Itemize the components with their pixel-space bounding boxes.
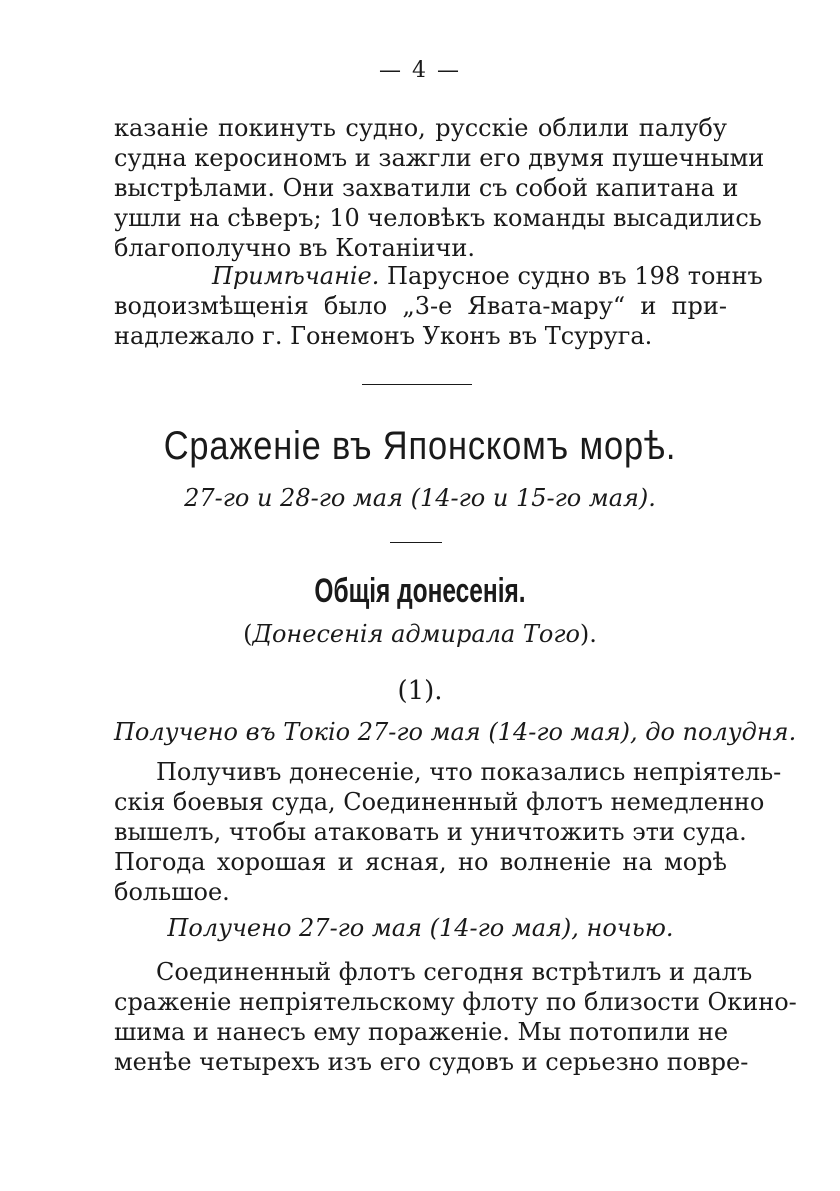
text-line: казаніе покинуть судно, русскіе облили палубу <box>114 114 727 142</box>
text-line: Получивъ донесеніе, что показались непріятель- <box>156 758 782 786</box>
text-line: судна керосиномъ и зажгли его двумя пушечными <box>114 144 765 172</box>
report-paragraph <box>114 957 797 1077</box>
note-text: Парусное судно въ 198 тоннъ <box>387 262 763 290</box>
text-line: менѣе четырехъ изъ его судовъ и серьезно повре- <box>114 1048 749 1076</box>
continuation-paragraph <box>114 113 765 263</box>
text-line <box>114 261 763 291</box>
report-number: (1). <box>397 676 443 706</box>
footnote-paragraph <box>114 261 763 351</box>
subsection-divider <box>390 542 442 543</box>
received-line: Получено въ Токіо 27-го мая (14-го мая), до полудня. <box>114 718 797 746</box>
subsection-caption <box>0 620 840 648</box>
section-divider <box>362 384 472 385</box>
text-line: водоизмѣщенія было „3-е Явата-мару“ и при- <box>114 292 727 320</box>
text-line: сраженіе непріятельскому флоту по близости Окино- <box>114 988 797 1016</box>
text-line: Погода хорошая и ясная, но волненіе на морѣ <box>114 848 727 876</box>
text-line: ушли на сѣверъ; 10 человѣкъ команды высадились <box>114 204 762 232</box>
text-line: большое. <box>114 878 230 906</box>
caption-open: ( <box>243 620 253 648</box>
text-line: скія боевыя суда, Соединенный флотъ немедленно <box>114 788 765 816</box>
caption-close: ). <box>579 620 597 648</box>
text-line: Соединенный флотъ сегодня встрѣтилъ и далъ <box>156 958 753 986</box>
received-line: Получено 27-го мая (14-го мая), ночью. <box>167 914 674 942</box>
text-line: надлежало г. Гонемонъ Уконъ въ Тсуруга. <box>114 322 653 350</box>
section-title: Сраженіе въ Японскомъ морѣ. <box>163 424 677 468</box>
text-line: выстрѣлами. Они захватили съ собой капитана и <box>114 174 739 202</box>
page-number: — 4 — <box>379 58 461 83</box>
subsection-title: Общія донесенія. <box>314 572 526 610</box>
caption-text: Донесенія адмирала Того <box>252 620 580 648</box>
note-label: Примѣчаніе. <box>212 262 380 290</box>
report-paragraph <box>114 757 782 907</box>
text-line: вышелъ, чтобы атаковать и уничтожить эти суда. <box>114 818 747 846</box>
text-line: шима и нанесъ ему пораженіе. Мы потопили не <box>114 1018 729 1046</box>
section-dates: 27-го и 28-го мая (14-го и 15-го мая). <box>184 484 656 512</box>
text-line: благополучно въ Котаніичи. <box>114 234 475 262</box>
